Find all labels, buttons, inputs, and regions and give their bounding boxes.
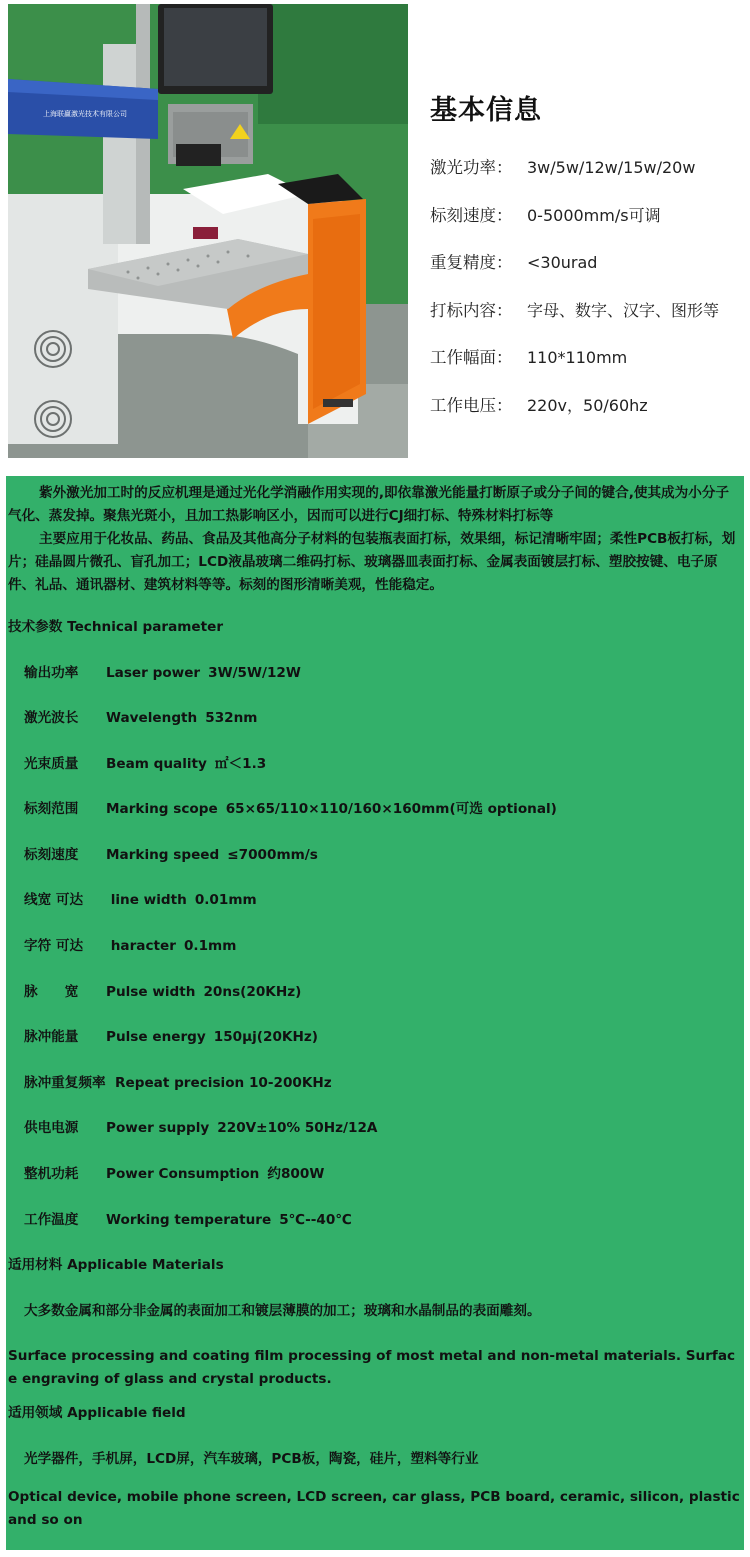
spec-row-marking-content xyxy=(430,297,745,345)
param-row xyxy=(8,970,742,1016)
param-value: ㎡＜1.3 xyxy=(214,755,267,772)
param-value: 5℃--40℃ xyxy=(279,1211,352,1228)
param-row xyxy=(8,1061,742,1107)
materials-cn-text: 大多数金属和部分非金属的表面加工和镀层薄膜的加工；玻璃和水晶制品的表面雕刻。 xyxy=(24,1302,541,1319)
param-cn: 工作温度 xyxy=(24,1211,79,1228)
param-value: 150μj(20KHz) xyxy=(213,1029,318,1046)
param-row xyxy=(8,833,742,879)
info-title: 基本信息 xyxy=(430,95,542,126)
param-value: ≤7000mm/s xyxy=(227,846,318,863)
param-en: Marking speed xyxy=(106,846,220,863)
intro-paragraph: 紫外激光加工时的反应机理是通过光化学消融作用实现的,即依靠激光能量打断原子或分子间的键合,使其成为小分子气化、蒸发掉。聚焦光斑小，且加工热影响区小，因而可以进行CJ细打标、特殊材料打标等 xyxy=(8,485,730,524)
param-en: Working temperature xyxy=(106,1211,272,1228)
spec-value: 110*110mm xyxy=(527,348,628,367)
spec-row-laser-power xyxy=(430,154,745,202)
param-row xyxy=(8,924,742,970)
param-value: 10-200KHz xyxy=(248,1074,332,1091)
spec-label: 工作电压： xyxy=(430,395,513,415)
spec-label: 工作幅面： xyxy=(430,348,513,367)
param-cn: 脉冲重复频率 xyxy=(24,1074,106,1091)
param-cn: 线宽 可达 xyxy=(24,892,84,909)
param-en: Pulse energy xyxy=(106,1029,206,1046)
spec-value: 字母、数字、汉字、图形等 xyxy=(527,300,720,320)
param-row xyxy=(8,787,742,833)
product-description xyxy=(6,476,744,1550)
param-row xyxy=(8,742,742,788)
spec-value: 220v，50/60hz xyxy=(527,395,648,415)
param-cn: 脉 宽 xyxy=(24,983,79,1000)
param-cn: 输出功率 xyxy=(24,664,79,681)
spec-row-marking-speed xyxy=(430,202,745,250)
basic-info-panel xyxy=(430,88,745,439)
materials-en-text: Surface processing and coating film processing of most metal and non-metal materials. Surface engraving of glass and crystal products. xyxy=(8,1348,736,1388)
param-cn: 供电电源 xyxy=(24,1120,79,1137)
param-value: 3W/5W/12W xyxy=(208,664,301,681)
applicable-materials-heading: 适用材料 Applicable Materials xyxy=(8,1257,224,1274)
brand-text: 上海联赢激光技术有限公司 xyxy=(43,110,127,118)
param-en: Beam quality xyxy=(106,755,207,772)
spec-value: 0-5000mm/s可调 xyxy=(527,205,661,225)
param-row xyxy=(8,878,742,924)
param-en: haracter xyxy=(106,938,176,955)
param-en: Pulse width xyxy=(106,983,196,1000)
param-value: 0.1mm xyxy=(183,938,237,955)
param-en: Power Consumption xyxy=(106,1166,260,1183)
field-cn-text: 光学器件，手机屏，LCD屏，汽车玻璃，PCB板，陶瓷，硅片，塑料等行业 xyxy=(24,1450,479,1467)
param-value: 约800W xyxy=(267,1166,325,1183)
field-en-text: Optical device, mobile phone screen, LCD screen, car glass, PCB board, ceramic, silicon, plastic and so on xyxy=(8,1489,740,1529)
laser-marking-machine-illustration xyxy=(8,4,408,458)
spec-value: <30urad xyxy=(527,253,598,272)
param-row xyxy=(8,1198,742,1244)
spec-row-work-area xyxy=(430,344,745,392)
product-photo xyxy=(8,4,408,458)
param-cn: 脉冲能量 xyxy=(24,1029,79,1046)
param-value: 0.01mm xyxy=(194,892,257,909)
param-en: Power supply xyxy=(106,1120,210,1137)
param-value: 532nm xyxy=(205,710,258,727)
param-cn: 字符 可达 xyxy=(24,938,84,955)
param-en: Repeat precision xyxy=(115,1074,245,1091)
param-value: 20ns(20KHz) xyxy=(203,983,302,1000)
param-row xyxy=(8,651,742,697)
param-en: line width xyxy=(106,892,187,909)
spec-value: 3w/5w/12w/15w/20w xyxy=(527,158,696,177)
applicable-field-heading: 适用领域 Applicable field xyxy=(8,1405,186,1422)
spec-row-repeat-precision xyxy=(430,249,745,297)
param-cn: 光束质量 xyxy=(24,755,79,772)
param-row xyxy=(8,1152,742,1198)
param-cn: 激光波长 xyxy=(24,710,79,727)
intro-paragraph: 主要应用于化妆品、药品、食品及其他高分子材料的包装瓶表面打标，效果细，标记清晰牢固；柔性PCB板打标，划片；硅晶圆片微孔、盲孔加工；LCD液晶玻璃二维码打标、玻璃器皿表面打标、金属表面镀层打标、塑胶按键、电子原件、礼品、通讯器材、建筑材料等等。标刻的图形清晰美观，性能稳定。 xyxy=(8,531,736,593)
param-en: Laser power xyxy=(106,664,201,681)
spec-label: 重复精度： xyxy=(430,253,513,272)
param-cn: 整机功耗 xyxy=(24,1166,79,1183)
param-row xyxy=(8,696,742,742)
param-en: Marking scope xyxy=(106,801,218,818)
param-cn: 标刻速度 xyxy=(24,846,79,863)
intro-text xyxy=(8,482,742,597)
param-row xyxy=(8,1106,742,1152)
spec-label: 标刻速度： xyxy=(430,205,513,225)
spec-label: 激光功率： xyxy=(430,158,513,177)
param-value: 65×65/110×110/160×160mm(可选 optional) xyxy=(225,801,557,818)
spec-row-voltage xyxy=(430,392,745,440)
param-value: 220V±10% 50Hz/12A xyxy=(217,1120,378,1137)
param-row xyxy=(8,1015,742,1061)
spec-label: 打标内容： xyxy=(430,300,513,320)
tech-parameter-heading: 技术参数 Technical parameter xyxy=(8,619,224,635)
param-cn: 标刻范围 xyxy=(24,801,79,818)
param-en: Wavelength xyxy=(106,710,198,727)
